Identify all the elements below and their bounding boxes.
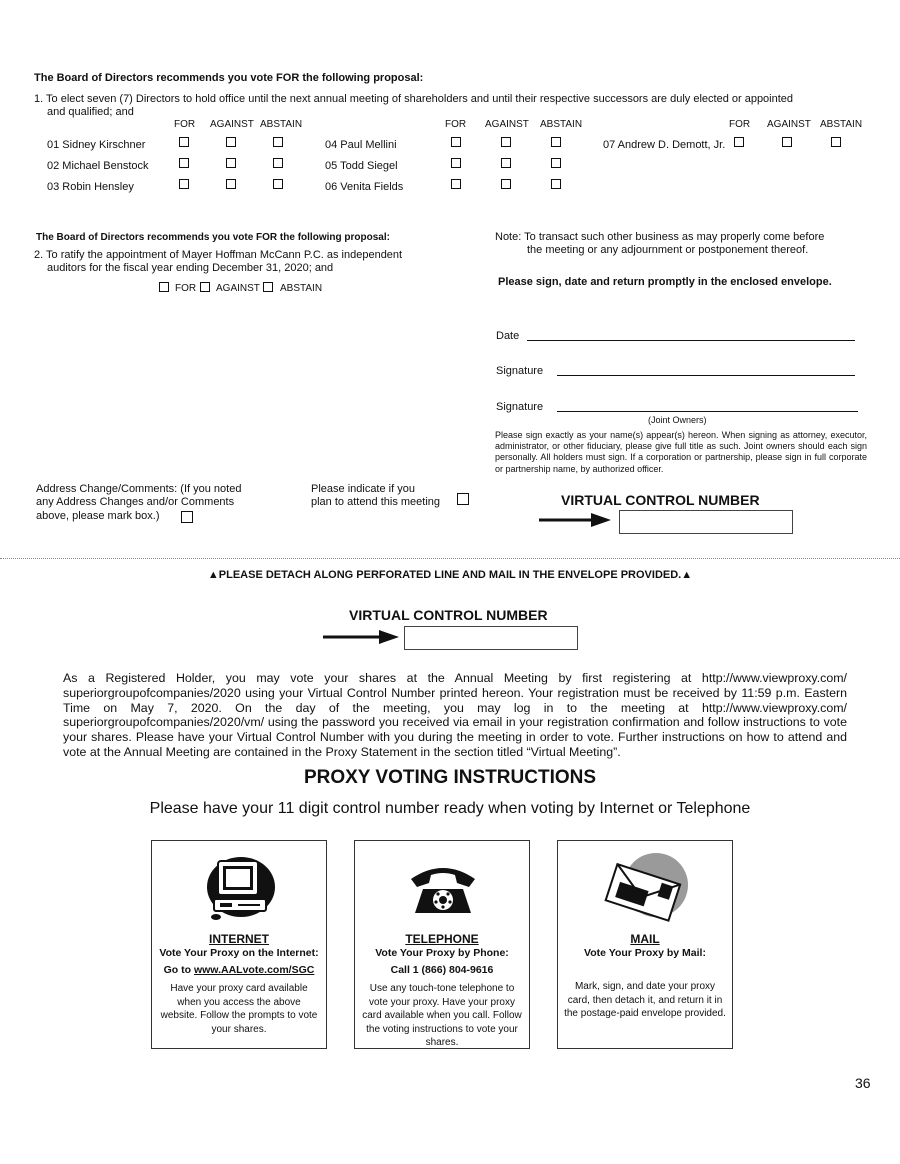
- address-change-text: Address Change/Comments: (If you noted: [36, 483, 242, 495]
- proxy-voting-subtitle: Please have your 11 digit control number ready when voting by Internet or Telephone: [149, 800, 751, 817]
- proposal2-for-label: FOR: [175, 283, 197, 294]
- note-text: Note: To transact such other business as may properly come before: [495, 231, 825, 243]
- col-header-for: FOR: [729, 119, 751, 130]
- date-line[interactable]: [527, 340, 855, 341]
- address-change-text-cont: above, please mark box.): [36, 510, 160, 522]
- proposal1-text-cont: and qualified; and: [47, 106, 134, 118]
- mail-title: MAIL: [630, 932, 660, 946]
- telephone-subtitle: Vote Your Proxy by Phone:: [375, 947, 509, 959]
- proposal2-heading: The Board of Directors recommends you vote FOR the following proposal:: [36, 232, 390, 243]
- envelope-icon: [604, 851, 690, 927]
- nominee-name: 03 Robin Hensley: [47, 181, 134, 193]
- attend-meeting-checkbox[interactable]: [457, 493, 469, 505]
- vote-against-checkbox[interactable]: [501, 179, 511, 189]
- note-text-cont: the meeting or any adjournment or postponement thereof.: [527, 244, 809, 256]
- internet-body: Have your proxy card available when you access the above website. Follow the prompts to vote your shares.: [160, 983, 318, 1035]
- virtual-control-label: VIRTUAL CONTROL NUMBER: [349, 607, 548, 623]
- col-header-against: AGAINST: [767, 119, 811, 130]
- mail-body: Mark, sign, and date your proxy card, then detach it, and return it in the postage-paid envelope provided.: [564, 981, 726, 1019]
- telephone-body: Use any touch-tone telephone to vote your proxy. Have your proxy card available when you call. Follow the voting instructions to vote your shares.: [362, 983, 522, 1048]
- vote-for-checkbox[interactable]: [451, 158, 461, 168]
- nominee-name: 01 Sidney Kirschner: [47, 139, 146, 151]
- signature-label: Signature: [496, 365, 544, 377]
- arrow-right-icon: [323, 627, 401, 647]
- mail-subtitle: Vote Your Proxy by Mail:: [584, 947, 706, 959]
- vote-for-checkbox[interactable]: [451, 137, 461, 147]
- vote-against-checkbox[interactable]: [226, 137, 236, 147]
- telephone-card: [354, 840, 530, 1049]
- internet-title: INTERNET: [209, 932, 269, 946]
- vote-abstain-checkbox[interactable]: [551, 179, 561, 189]
- address-change-text-cont: any Address Changes and/or Comments: [36, 496, 235, 508]
- joint-owners-label: (Joint Owners): [648, 415, 707, 425]
- signature-label: Signature: [496, 401, 544, 413]
- signing-instructions: Please sign exactly as your name(s) appear(s) hereon. When signing as attorney, executor, administrator, or other fiduciary, please give full title as such. Joint owners should each sign personally. All holders must sign. If a corporation or partnership, please sign in full corporate or partnership name, by authorized officer.: [495, 430, 867, 474]
- address-change-checkbox[interactable]: [181, 511, 193, 523]
- proposal2-against-label: AGAINST: [216, 283, 260, 294]
- vote-against-checkbox[interactable]: [501, 137, 511, 147]
- vote-abstain-checkbox[interactable]: [273, 179, 283, 189]
- col-header-against: AGAINST: [485, 119, 529, 130]
- computer-icon: [204, 855, 278, 925]
- telephone-icon: [407, 861, 479, 917]
- col-header-for: FOR: [445, 119, 467, 130]
- proposal2-text: 2. To ratify the appointment of Mayer Hoffman McCann P.C. as independent: [34, 249, 403, 261]
- col-header-against: AGAINST: [210, 119, 254, 130]
- col-header-for: FOR: [174, 119, 196, 130]
- registered-holder-text: As a Registered Holder, you may vote your shares at the Annual Meeting by first registering at http://www.viewproxy.com/ superiorgroupofcompanies/2020 using your Virtual Control Number printed hereon. Your registration must be received by 11:59 p.m. Eastern Time on May 7, 2020. On the day of the meeting, you may log in to the meeting at http://www.viewproxy.com/ superiorgroupofcompanies/2020/vm/ using the password you received via email in your registration confirmation and follow instructions to vote your shares. Please have your Virtual Control Number with you during the meeting in order to vote. Further instructions on how to attend and vote at the Annual Meeting are contained in the Proxy Statement in the section titled “Virtual Meeting”.: [63, 671, 847, 759]
- vote-abstain-checkbox[interactable]: [273, 137, 283, 147]
- vote-for-checkbox[interactable]: [179, 179, 189, 189]
- attend-text: Please indicate if you: [311, 483, 415, 495]
- col-header-abstain: ABSTAIN: [820, 119, 863, 130]
- sign-prompt: Please sign, date and return promptly in the enclosed envelope.: [498, 276, 832, 288]
- vote-against-checkbox[interactable]: [226, 158, 236, 168]
- perforated-line: [0, 558, 900, 559]
- vote-abstain-checkbox[interactable]: [551, 137, 561, 147]
- proposal2-abstain-checkbox[interactable]: [263, 282, 273, 292]
- vote-for-checkbox[interactable]: [179, 137, 189, 147]
- proposal2-against-checkbox[interactable]: [200, 282, 210, 292]
- col-header-abstain: ABSTAIN: [260, 119, 303, 130]
- vote-against-checkbox[interactable]: [501, 158, 511, 168]
- telephone-title: TELEPHONE: [405, 932, 479, 946]
- virtual-control-number-box[interactable]: [404, 626, 578, 650]
- internet-subtitle: Vote Your Proxy on the Internet:: [159, 947, 319, 959]
- vote-url-link[interactable]: www.AALvote.com/SGC: [193, 964, 315, 976]
- vote-against-checkbox[interactable]: [226, 179, 236, 189]
- internet-card: [151, 840, 327, 1049]
- proposal2-for-checkbox[interactable]: [159, 282, 169, 292]
- detach-notice: ▲PLEASE DETACH ALONG PERFORATED LINE AND MAIL IN THE ENVELOPE PROVIDED.▲: [207, 569, 693, 581]
- vote-against-checkbox[interactable]: [782, 137, 792, 147]
- attend-text-cont: plan to attend this meeting: [311, 496, 441, 508]
- nominee-name: 06 Venita Fields: [325, 181, 404, 193]
- mail-card: [557, 840, 733, 1049]
- proxy-voting-title: PROXY VOTING INSTRUCTIONS: [303, 767, 597, 788]
- nominee-name: 04 Paul Mellini: [325, 139, 397, 151]
- telephone-call: Call 1 (866) 804-9616: [390, 964, 494, 976]
- proposal2-text-cont: auditors for the fiscal year ending December 31, 2020; and: [47, 262, 334, 274]
- vote-abstain-checkbox[interactable]: [273, 158, 283, 168]
- goto-prefix: Go to: [163, 964, 194, 976]
- internet-goto: [152, 964, 326, 976]
- nominee-name: 05 Todd Siegel: [325, 160, 398, 172]
- col-header-abstain: ABSTAIN: [540, 119, 583, 130]
- vote-abstain-checkbox[interactable]: [551, 158, 561, 168]
- signature-line[interactable]: [557, 375, 855, 376]
- proposal2-abstain-label: ABSTAIN: [280, 283, 323, 294]
- page-number: 36: [855, 1075, 871, 1091]
- joint-signature-line[interactable]: [557, 411, 858, 412]
- nominee-name: 07 Andrew D. Demott, Jr.: [603, 139, 726, 151]
- vote-abstain-checkbox[interactable]: [831, 137, 841, 147]
- proposal1-heading: The Board of Directors recommends you vote FOR the following proposal:: [34, 72, 424, 84]
- vote-for-checkbox[interactable]: [734, 137, 744, 147]
- date-label: Date: [496, 330, 520, 342]
- vote-for-checkbox[interactable]: [179, 158, 189, 168]
- proposal1-text: 1. To elect seven (7) Directors to hold office until the next annual meeting of shareholders and until their respective successors are duly elected or appointed: [34, 93, 794, 105]
- nominee-name: 02 Michael Benstock: [47, 160, 149, 172]
- vote-for-checkbox[interactable]: [451, 179, 461, 189]
- virtual-control-label: VIRTUAL CONTROL NUMBER: [561, 492, 760, 508]
- virtual-control-number-box[interactable]: [619, 510, 793, 534]
- arrow-right-icon: [539, 510, 613, 530]
